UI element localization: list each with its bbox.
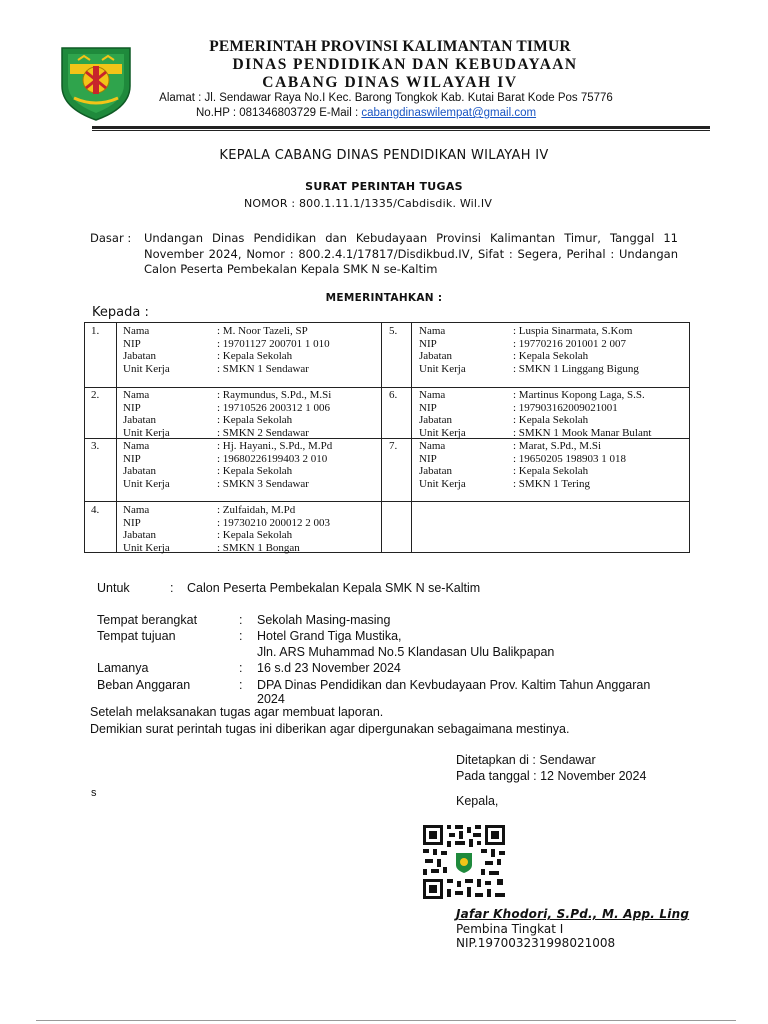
letterhead-line-1: PEMERINTAH PROVINSI KALIMANTAN TIMUR xyxy=(209,38,571,55)
person-position: : Kepala Sekolah xyxy=(217,414,293,427)
table-row xyxy=(123,389,331,439)
person-number: 1. xyxy=(91,325,100,337)
field-label: Unit Kerja xyxy=(123,362,170,375)
field-label: Jabatan xyxy=(123,414,156,427)
field-label: Nama xyxy=(123,389,150,401)
person-name: : Raymundus, S.Pd., M.Si xyxy=(217,389,332,401)
person-position: : Kepala Sekolah xyxy=(217,529,293,542)
person-nip: : 19680226199403 2 010 xyxy=(217,452,328,465)
table-row xyxy=(419,325,639,375)
person-nip: : 19701127 200701 1 010 xyxy=(217,337,330,350)
east-kalimantan-emblem-icon xyxy=(56,42,136,122)
duration-value: 16 s.d 23 November 2024 xyxy=(257,661,401,675)
letterhead-rule-thin xyxy=(92,130,710,131)
field-label: Nama xyxy=(419,325,446,337)
field-label: NIP xyxy=(419,401,437,414)
phone-label: No.HP : 081346803729 E-Mail : xyxy=(196,107,362,119)
person-nip: : 19730210 200012 2 003 xyxy=(217,516,331,529)
person-unit: : SMKN 1 Sendawar xyxy=(217,362,309,375)
field-label: Unit Kerja xyxy=(123,426,170,439)
field-label: Jabatan xyxy=(419,465,452,478)
person-unit: : SMKN 1 Mook Manar Bulant xyxy=(513,426,652,439)
email-link[interactable]: cabangdinaswilempat@gmail.com xyxy=(361,107,537,119)
field-label: Nama xyxy=(123,440,150,452)
letterhead-address: Alamat : Jl. Sendawar Raya No.I Kec. Barong Tongkok Kab. Kutai Barat Kode Pos 75776 xyxy=(159,92,613,104)
field-label: Jabatan xyxy=(123,350,156,363)
person-number: 2. xyxy=(91,389,100,401)
person-name: : Martinus Kopong Laga, S.S. xyxy=(513,389,645,401)
field-label: Nama xyxy=(419,389,446,401)
table-row xyxy=(419,440,626,490)
letterhead-title xyxy=(150,38,630,92)
field-label: Nama xyxy=(123,325,150,337)
order-heading: MEMERINTAHKAN : xyxy=(325,292,443,304)
person-position: : Kepala Sekolah xyxy=(513,414,589,427)
letterhead-line-3: CABANG DINAS WILAYAH IV xyxy=(262,74,518,91)
stray-character: s xyxy=(91,787,97,799)
person-name: : M. Noor Tazeli, SP xyxy=(217,325,308,337)
person-name: : Marat, S.Pd., M.Si xyxy=(513,440,602,452)
field-label: Nama xyxy=(419,440,446,452)
person-number: 6. xyxy=(389,389,398,401)
person-unit: : SMKN 1 Linggang Bigung xyxy=(513,362,639,375)
person-position: : Kepala Sekolah xyxy=(217,350,293,363)
person-unit: : SMKN 2 Sendawar xyxy=(217,426,309,439)
destination-address: Jln. ARS Muhammad No.5 Klandasan Ulu Balikpapan xyxy=(257,645,555,659)
person-number: 7. xyxy=(389,440,398,452)
person-name: : Luspia Sinarmata, S.Kom xyxy=(513,325,633,337)
letterhead-line-2: DINAS PENDIDIKAN DAN KEBUDAYAAN xyxy=(232,56,578,73)
issued-place: Ditetapkan di : Sendawar xyxy=(456,753,596,767)
table-row xyxy=(123,325,330,375)
purpose-value: Calon Peserta Pembekalan Kepala SMK N se-Kaltim xyxy=(187,581,481,595)
field-label: Jabatan xyxy=(123,529,156,542)
person-name: : Hj. Hayani., S.Pd., M.Pd xyxy=(217,440,333,452)
duration-label: Lamanya xyxy=(97,661,149,675)
field-label: Unit Kerja xyxy=(419,362,466,375)
recipient-label: Kepada : xyxy=(92,305,149,320)
budget-value: DPA Dinas Pendidikan dan Kevbudayaan Prov. Kaltim Tahun Anggaran xyxy=(257,678,651,692)
field-label: Jabatan xyxy=(419,414,452,427)
field-label: NIP xyxy=(419,337,437,350)
departure-label: Tempat berangkat xyxy=(97,613,198,627)
person-unit: : SMKN 1 Tering xyxy=(513,477,590,490)
person-unit: : SMKN 3 Sendawar xyxy=(217,477,309,490)
detail-separator: : xyxy=(239,629,243,643)
person-unit: : SMKN 1 Bongan xyxy=(217,541,300,554)
person-nip: : 197903162009021001 xyxy=(513,401,618,414)
person-position: : Kepala Sekolah xyxy=(217,465,293,478)
person-position: : Kepala Sekolah xyxy=(513,465,589,478)
departure-value: Sekolah Masing-masing xyxy=(257,613,391,627)
field-label: NIP xyxy=(123,516,141,529)
table-row xyxy=(123,440,332,490)
issued-date: Pada tanggal : 12 November 2024 xyxy=(456,769,647,783)
dasar-text: Undangan Dinas Pendidikan dan Kebudayaan Provinsi Kalimantan Timur, Tanggal 11 November 2024, Nomor : 800.2.4.1/17817/Disdikbud.IV, Sifat : Segera, Perihal : Undangan Calon Peserta Pembekalan Kepala SMK N se-Kaltim xyxy=(144,231,678,276)
field-label: Unit Kerja xyxy=(123,477,170,490)
personnel-table xyxy=(84,322,690,553)
person-nip: : 19650205 198903 1 018 xyxy=(513,452,627,465)
detail-separator: : xyxy=(239,661,243,675)
table-row xyxy=(123,504,330,554)
field-label: Jabatan xyxy=(123,465,156,478)
field-label: NIP xyxy=(123,401,141,414)
letter-number: NOMOR : 800.1.11.1/1335/Cabdisdik. Wil.IV xyxy=(244,197,493,210)
field-label: Nama xyxy=(123,504,150,516)
table-row xyxy=(419,389,651,439)
purpose-separator: : xyxy=(170,581,174,595)
destination-label: Tempat tujuan xyxy=(97,629,176,643)
person-nip: : 19710526 200312 1 006 xyxy=(217,401,331,414)
field-label: Unit Kerja xyxy=(419,477,466,490)
letter-subject: SURAT PERINTAH TUGAS xyxy=(305,180,463,193)
person-position: : Kepala Sekolah xyxy=(513,350,589,363)
person-nip: : 19770216 201001 2 007 xyxy=(513,337,627,350)
letterhead-rule-thick xyxy=(92,126,710,129)
footer-rule xyxy=(36,1020,736,1021)
table-divider xyxy=(85,501,689,502)
person-number: 3. xyxy=(91,440,100,452)
closing-line-1: Setelah melaksanakan tugas agar membuat laporan. xyxy=(90,705,384,719)
office-heading: KEPALA CABANG DINAS PENDIDIKAN WILAYAH IV xyxy=(219,148,549,163)
budget-year: 2024 xyxy=(257,692,285,706)
dasar-label: Dasar : xyxy=(90,231,132,245)
letterhead-contact xyxy=(196,107,536,119)
budget-label: Beban Anggaran xyxy=(97,678,191,692)
table-divider xyxy=(85,387,689,388)
signer-nip: NIP.197003231998021008 xyxy=(456,936,616,950)
field-label: NIP xyxy=(419,452,437,465)
signer-title: Kepala, xyxy=(456,794,499,808)
purpose-label: Untuk xyxy=(97,581,130,595)
field-label: Unit Kerja xyxy=(419,426,466,439)
field-label: Unit Kerja xyxy=(123,541,170,554)
detail-separator: : xyxy=(239,613,243,627)
signer-name: Jafar Khodori, S.Pd., M. App. Ling xyxy=(456,907,690,921)
field-label: NIP xyxy=(123,452,141,465)
person-number: 5. xyxy=(389,325,398,337)
detail-separator: : xyxy=(239,678,243,692)
person-name: : Zulfaidah, M.Pd xyxy=(217,504,296,516)
signer-rank: Pembina Tingkat I xyxy=(456,922,564,936)
destination-value: Hotel Grand Tiga Mustika, xyxy=(257,629,402,643)
qr-code-icon xyxy=(421,823,507,901)
person-number: 4. xyxy=(91,504,100,516)
closing-line-2: Demikian surat perintah tugas ini diberikan agar dipergunakan sebagaimana mestinya. xyxy=(90,722,570,736)
field-label: Jabatan xyxy=(419,350,452,363)
field-label: NIP xyxy=(123,337,141,350)
